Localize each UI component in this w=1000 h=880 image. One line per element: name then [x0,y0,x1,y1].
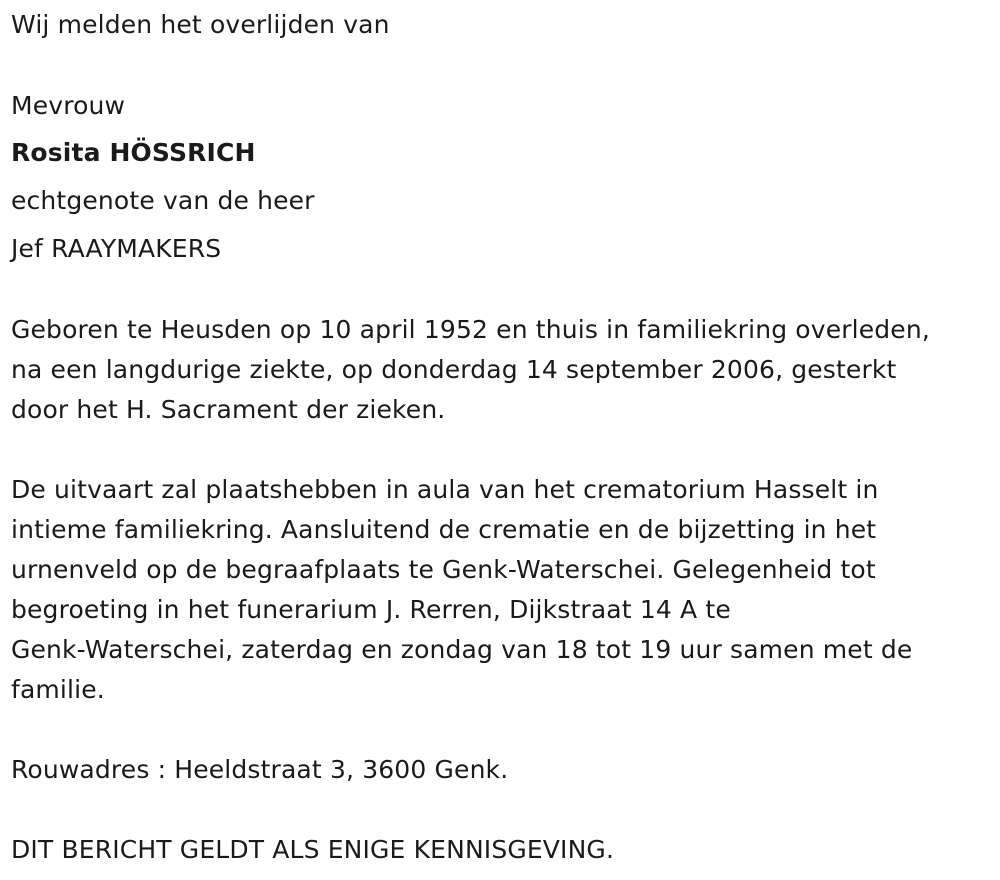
salutation-text: Mevrouw [11,91,126,120]
birth-death-paragraph [11,310,986,430]
funeral-paragraph [11,470,986,710]
mourning-address: Rouwadres : Heeldstraat 3, 3600 Genk. [11,755,509,784]
closing-statement: DIT BERICHT GELDT ALS ENIGE KENNISGEVING. [11,835,615,864]
relation-text: echtgenote van de heer [11,186,315,215]
paragraph-line: De uitvaart zal plaatshebben in aula van het crematorium Hasselt in [11,475,879,504]
paragraph-line: begroeting in het funerarium J. Rerren, Dijkstraat 14 A te [11,595,731,624]
spouse-name: Jef RAAYMAKERS [11,234,222,263]
paragraph-line: intieme familiekring. Aansluitend de crematie en de bijzetting in het [11,515,877,544]
intro-text: Wij melden het overlijden van [11,10,390,39]
paragraph-line: Genk-Waterschei, zaterdag en zondag van 18 tot 19 uur samen met de [11,635,913,664]
deceased-name: Rosita HÖSSRICH [11,138,256,167]
paragraph-line: door het H. Sacrament der zieken. [11,395,446,424]
paragraph-line: na een langdurige ziekte, op donderdag 14 september 2006, gesterkt [11,355,897,384]
paragraph-line: familie. [11,675,105,704]
paragraph-line: Geboren te Heusden op 10 april 1952 en thuis in familiekring overleden, [11,315,930,344]
paragraph-line: urnenveld op de begraafplaats te Genk-Waterschei. Gelegenheid tot [11,555,876,584]
